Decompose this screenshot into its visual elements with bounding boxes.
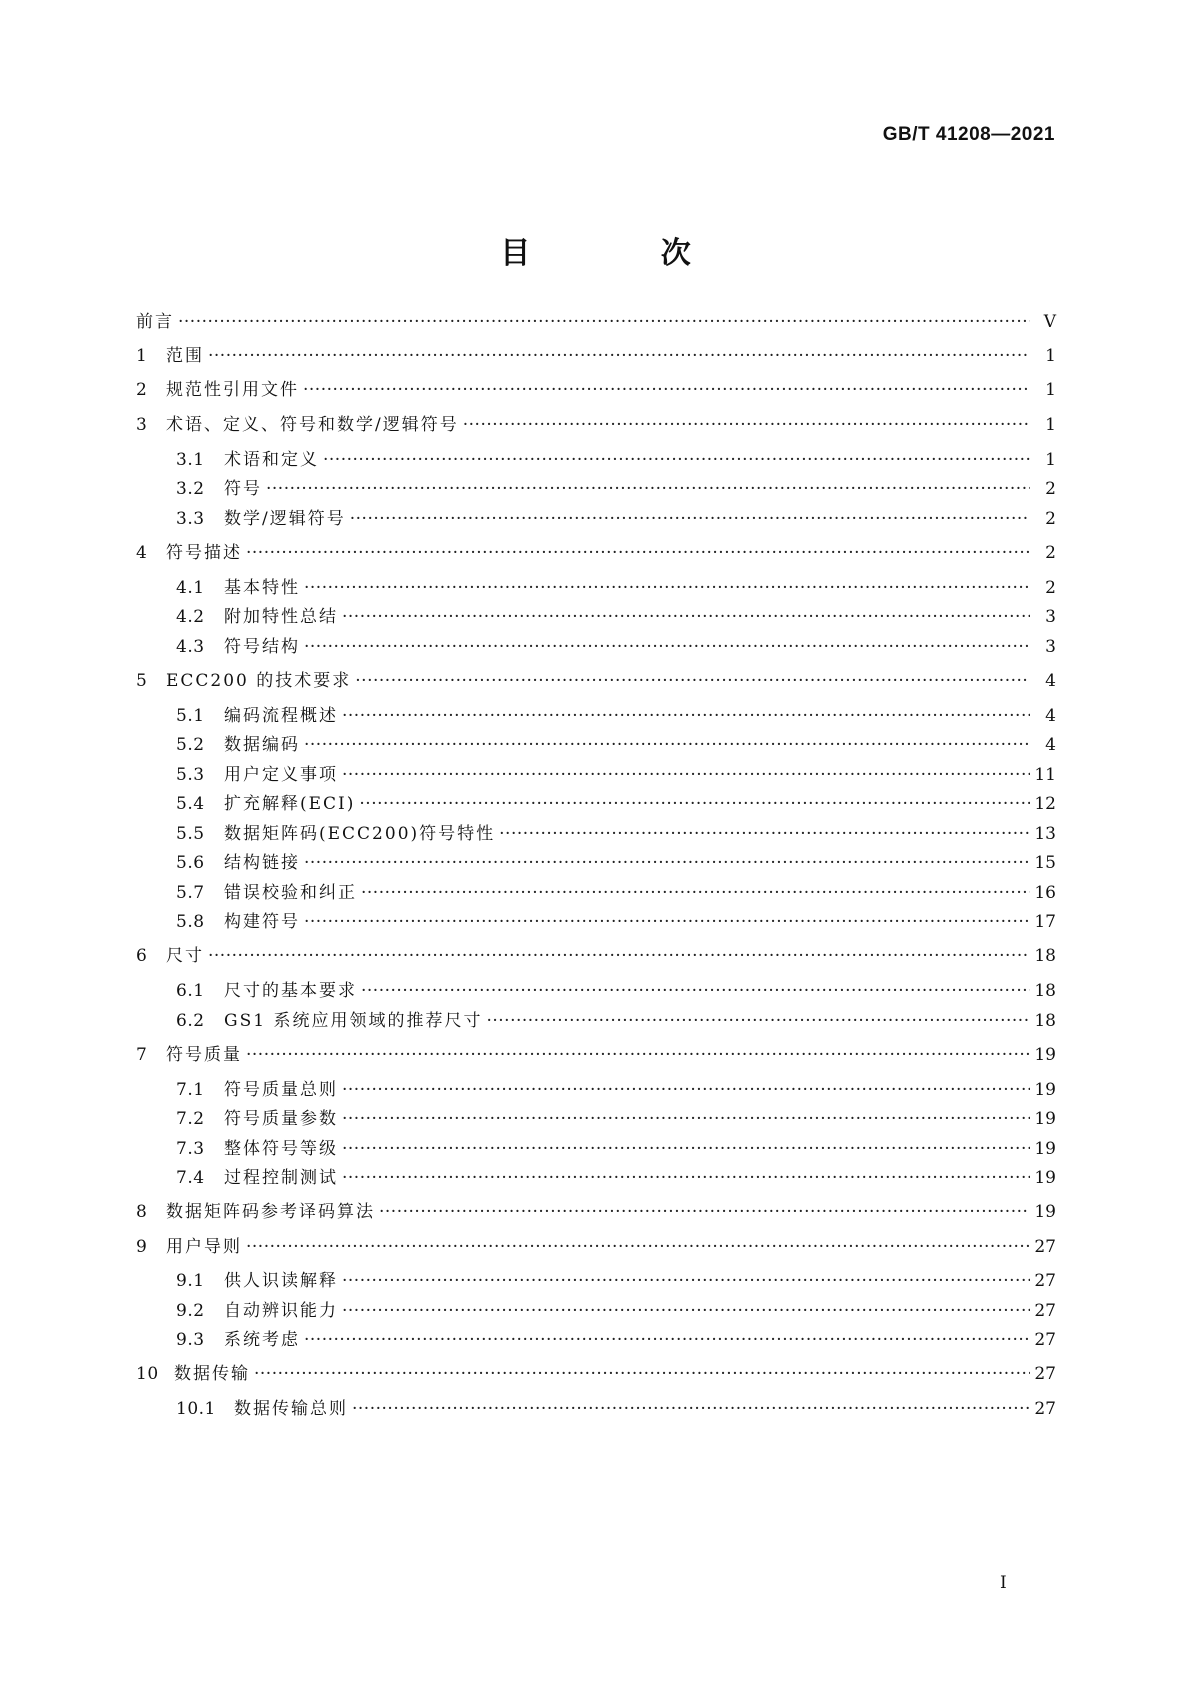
toc-entry[interactable] [176,910,1056,934]
toc-entry-number: 7.4 [176,1168,205,1188]
toc-entry-page: 1 [1045,346,1056,366]
dot-leader [342,1166,1030,1190]
dot-leader [342,704,1030,728]
toc-entry-page: 18 [1034,1011,1056,1031]
dot-leader [304,851,1030,875]
toc-entry-title: 用户定义事项 [224,765,338,785]
toc-entry[interactable] [176,477,1056,501]
toc-entry-number: 7 [136,1045,148,1065]
toc-entry-number: 3.2 [176,479,205,499]
toc-entry[interactable] [176,1328,1056,1352]
toc-entry-number: 5.3 [176,765,205,785]
toc-entry-page: 19 [1034,1202,1056,1222]
toc-entry-number: 5.8 [176,912,205,932]
toc-entry-number: 5.7 [176,883,205,903]
toc-entry-title: 数据编码 [224,735,300,755]
dot-leader [266,477,1030,501]
toc-entry-number: 7.2 [176,1109,205,1129]
toc-entry-title: 尺寸 [166,946,204,966]
toc-entry[interactable] [176,507,1056,531]
toc-entry-page: 4 [1045,671,1056,691]
toc-entry-title: 错误校验和纠正 [224,883,357,903]
toc-entry-number: 7.3 [176,1139,205,1159]
dot-leader [208,344,1030,368]
toc-entry-title: 前言 [136,312,174,332]
toc-entry-page: 15 [1034,853,1056,873]
toc-entry-page: 3 [1045,637,1056,657]
dot-leader [486,1009,1030,1033]
toc-entry-title: 符号质量总则 [224,1080,338,1100]
dot-leader [379,1200,1030,1224]
toc-entry-page: 1 [1045,380,1056,400]
dot-leader [350,507,1030,531]
dot-leader [355,669,1030,693]
toc-entry[interactable] [176,733,1056,757]
toc-entry-number: 2 [136,380,148,400]
dot-leader [304,635,1030,659]
toc-entry-number: 9.3 [176,1330,205,1350]
toc-entry[interactable] [176,822,1056,846]
toc-entry-title: 供人识读解释 [224,1271,338,1291]
dot-leader [254,1362,1030,1386]
toc-entry-title: 范围 [166,346,204,366]
toc-entry-title: 附加特性总结 [224,607,338,627]
toc-entry-number: 5.1 [176,706,205,726]
toc-entry[interactable] [176,448,1056,472]
toc-entry[interactable] [176,635,1056,659]
toc-entry-page: 27 [1034,1301,1056,1321]
toc-entry-title: 术语和定义 [224,450,319,470]
toc-entry-number: 4.3 [176,637,205,657]
toc-entry-title: 自动辨识能力 [224,1301,338,1321]
toc-entry[interactable] [176,1397,1056,1421]
dot-leader [342,605,1030,629]
standard-code: GB/T 41208—2021 [882,124,1055,145]
toc-entry-title: 符号质量 [166,1045,242,1065]
toc-entry-page: 4 [1045,735,1056,755]
toc-entry-page: 12 [1034,794,1056,814]
toc-entry-number: 3.1 [176,450,205,470]
toc-entry-page: 19 [1034,1080,1056,1100]
toc-entry[interactable] [176,1009,1056,1033]
toc-entry-title: 尺寸的基本要求 [224,981,357,1001]
toc-entry-page: 2 [1045,543,1056,563]
dot-leader [342,1299,1030,1323]
toc-entry-page: 3 [1045,607,1056,627]
dot-leader [361,979,1030,1003]
toc-entry-page: 1 [1045,415,1056,435]
toc-entry-number: 5.5 [176,824,205,844]
toc-entry-page: 27 [1034,1237,1056,1257]
toc-entry[interactable] [136,310,1056,334]
toc-entry[interactable] [176,1107,1056,1131]
toc-entry-number: 9.2 [176,1301,205,1321]
dot-leader [246,1043,1030,1067]
toc-entry-page: 13 [1034,824,1056,844]
toc-entry-number: 1 [136,346,148,366]
toc-entry-number: 5.2 [176,735,205,755]
toc-entry-number: 3.3 [176,509,205,529]
toc-entry-number: 5.4 [176,794,205,814]
toc-entry-title: 符号描述 [166,543,242,563]
toc-entry-title: GS1 系统应用领域的推荐尺寸 [224,1011,483,1031]
dot-leader [178,310,1030,334]
toc-entry-title: 基本特性 [224,578,300,598]
toc-entry-title: 用户导则 [166,1237,242,1257]
toc-entry-page: 1 [1045,450,1056,470]
toc-entry-number: 5 [136,671,148,691]
toc-entry-number: 6.1 [176,981,205,1001]
toc-entry-page: 19 [1034,1168,1056,1188]
toc-entry[interactable] [176,704,1056,728]
toc-entry-title: 数据矩阵码参考译码算法 [166,1202,375,1222]
dot-leader [323,448,1030,472]
toc-entry-page: 2 [1045,509,1056,529]
toc-entry-page: 19 [1034,1045,1056,1065]
toc-entry-title: 符号质量参数 [224,1109,338,1129]
toc-entry[interactable] [176,979,1056,1003]
dot-leader [342,763,1030,787]
toc-entry[interactable] [136,1200,1056,1224]
toc-entry-number: 4 [136,543,148,563]
dot-leader [303,378,1030,402]
dot-leader [246,541,1030,565]
toc-entry[interactable] [176,1269,1056,1293]
toc-entry-number: 9 [136,1237,148,1257]
toc-entry[interactable] [136,1043,1056,1067]
toc-entry-title: 术语、定义、符号和数学/逻辑符号 [166,415,459,435]
dot-leader [342,1269,1030,1293]
toc-entry-title: 符号结构 [224,637,300,657]
toc-entry[interactable] [136,1362,1056,1386]
page-title: 目 次 [500,236,751,271]
toc-entry-page: 17 [1034,912,1056,932]
page-number: I [1000,1573,1007,1593]
toc-entry-page: 18 [1034,946,1056,966]
toc-entry-title: 系统考虑 [224,1330,300,1350]
toc-entry[interactable] [176,763,1056,787]
toc-entry[interactable] [176,851,1056,875]
toc-entry[interactable] [136,541,1056,565]
dot-leader [352,1397,1030,1421]
toc-entry-page: 16 [1034,883,1056,903]
toc-entry[interactable] [136,1235,1056,1259]
toc-entry-page: 27 [1034,1271,1056,1291]
dot-leader [304,733,1030,757]
toc-entry-title: 构建符号 [224,912,300,932]
toc-entry-title: 规范性引用文件 [166,380,299,400]
dot-leader [463,413,1030,437]
dot-leader [361,881,1030,905]
toc-entry-title: 数据传输 [174,1364,250,1384]
toc-entry-number: 10 [136,1364,159,1384]
toc-entry[interactable] [176,792,1056,816]
toc-entry-page: 19 [1034,1139,1056,1159]
toc-entry[interactable] [176,1078,1056,1102]
dot-leader [342,1078,1030,1102]
toc-entry-number: 6 [136,946,148,966]
toc-entry-number: 6.2 [176,1011,205,1031]
dot-leader [304,576,1030,600]
toc-entry-number: 8 [136,1202,148,1222]
toc-entry-title: 过程控制测试 [224,1168,338,1188]
toc-entry-number: 4.1 [176,578,205,598]
dot-leader [342,1107,1030,1131]
toc-entry-title: ECC200 的技术要求 [166,671,352,691]
toc-entry-number: 3 [136,415,148,435]
toc-entry-title: 数学/逻辑符号 [224,509,346,529]
toc-entry-number: 9.1 [176,1271,205,1291]
dot-leader [208,944,1030,968]
toc-entry-page: 4 [1045,706,1056,726]
toc-entry-title: 整体符号等级 [224,1139,338,1159]
toc-entry-title: 数据矩阵码(ECC200)符号特性 [224,824,496,844]
toc-entry[interactable] [176,605,1056,629]
toc-entry[interactable] [136,413,1056,437]
toc-entry-page: 19 [1034,1109,1056,1129]
toc-entry-title: 数据传输总则 [234,1399,348,1419]
toc-entry[interactable] [176,1166,1056,1190]
dot-leader [359,792,1030,816]
toc-entry-page: 27 [1034,1330,1056,1350]
toc-entry-title: 扩充解释(ECI) [224,794,356,814]
toc-entry-number: 7.1 [176,1080,205,1100]
toc-entry[interactable] [176,1137,1056,1161]
toc-entry-page: 2 [1045,479,1056,499]
toc-entry-page: 11 [1034,765,1056,785]
toc-entry-page: 27 [1034,1399,1056,1419]
dot-leader [342,1137,1030,1161]
toc-entry-title: 编码流程概述 [224,706,338,726]
toc-entry-page: 18 [1034,981,1056,1001]
dot-leader [304,910,1030,934]
toc-entry-number: 5.6 [176,853,205,873]
toc-entry-number: 10.1 [176,1399,216,1419]
toc-entry-page: 2 [1045,578,1056,598]
toc-entry[interactable] [136,669,1056,693]
toc-entry[interactable] [136,378,1056,402]
dot-leader [304,1328,1030,1352]
toc-entry[interactable] [136,944,1056,968]
dot-leader [246,1235,1030,1259]
toc-entry-title: 结构链接 [224,853,300,873]
toc-entry-page: 27 [1034,1364,1056,1384]
toc-entry-title: 符号 [224,479,262,499]
toc-entry[interactable] [176,576,1056,600]
toc-entry-page: V [1043,312,1056,332]
toc-entry[interactable] [136,344,1056,368]
toc-entry-number: 4.2 [176,607,205,627]
toc-entry[interactable] [176,881,1056,905]
toc-entry[interactable] [176,1299,1056,1323]
dot-leader [499,822,1030,846]
